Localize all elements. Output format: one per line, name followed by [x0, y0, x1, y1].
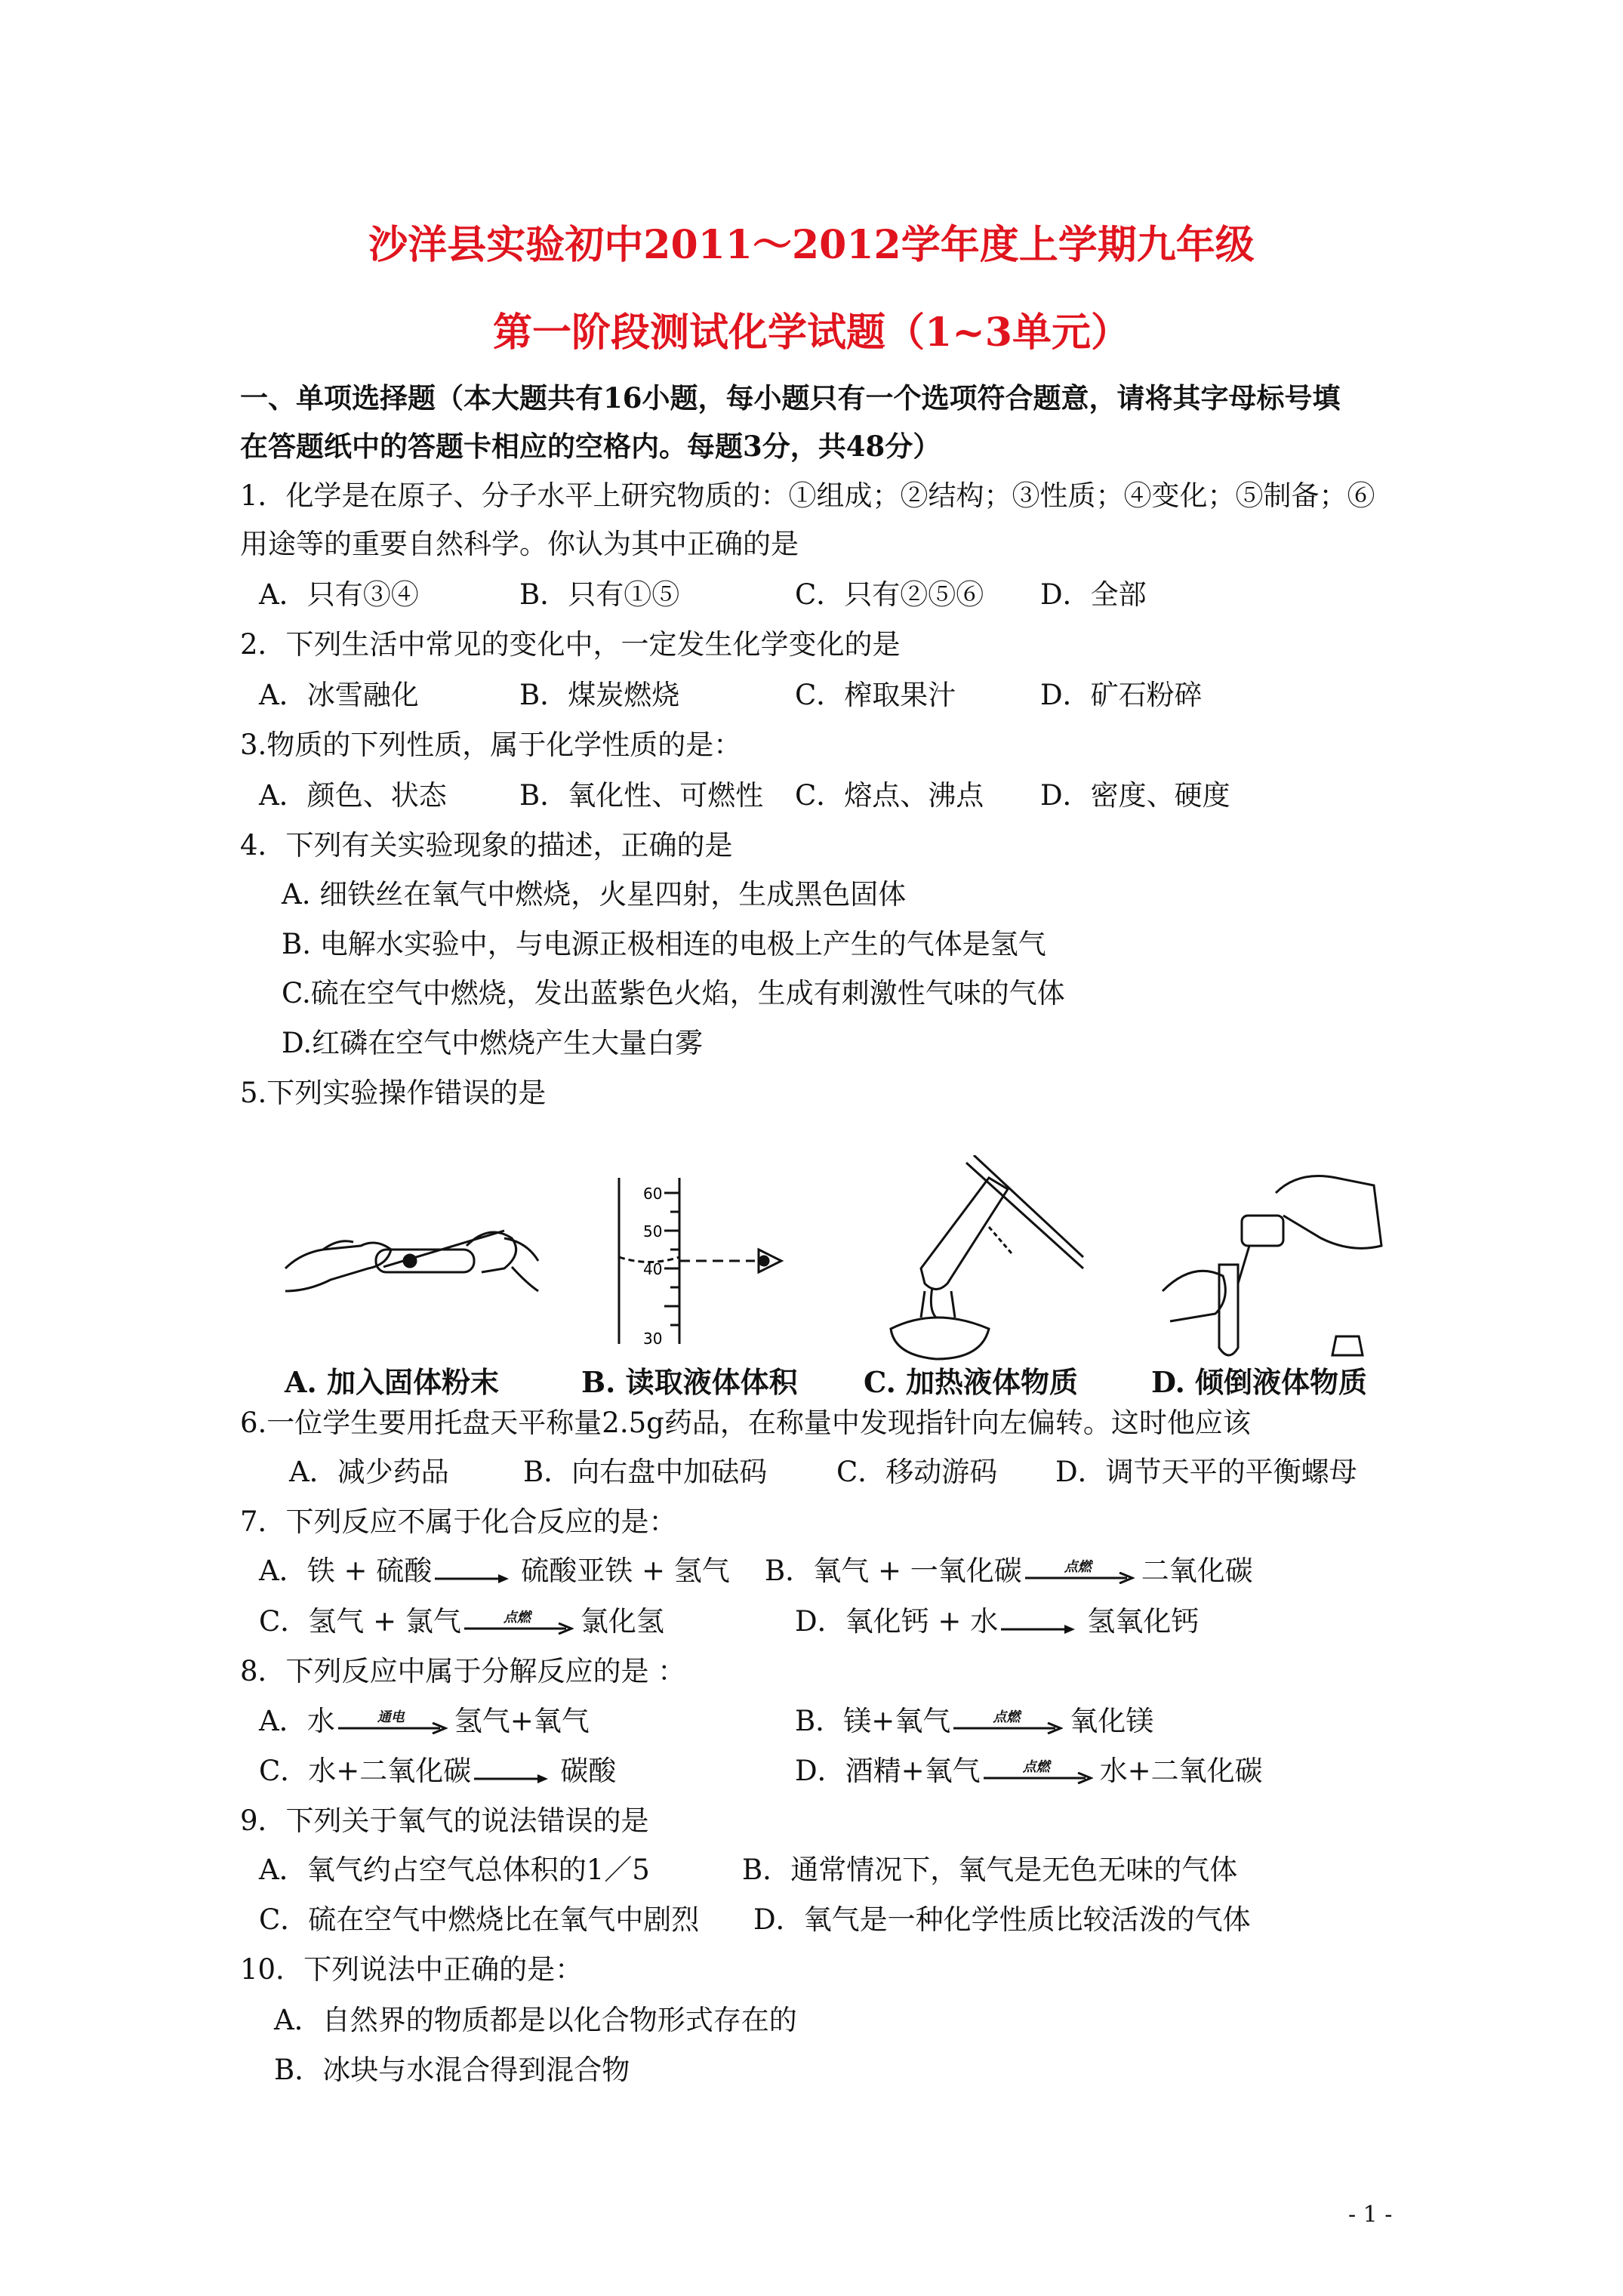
q10-stem: 10．下列说法中正确的是： [240, 1953, 584, 1986]
q3-option-c: C．熔点、沸点 [795, 779, 984, 812]
q7-b-arrow [1025, 1558, 1138, 1589]
q7-d-arrow [1001, 1609, 1084, 1639]
q1-stem-cont: 用途等的重要自然科学。你认为其中正确的是 [240, 528, 799, 560]
q6-option-b: B．向右盘中加砝码 [523, 1456, 768, 1488]
q4-option-d: D.红磷在空气中燃烧产生大量白雾 [282, 1027, 704, 1059]
q8-b-left: B．镁+氧气 [795, 1705, 951, 1737]
q6-option-c: C．移动游码 [836, 1456, 998, 1488]
q7-a-arrow [435, 1558, 518, 1589]
q8-a-condition: 通电 [377, 1709, 405, 1725]
q7-b-left: B．氧气 + 一氧化碳 [765, 1555, 1022, 1587]
q1-option-c: C．只有②⑤⑥ [795, 578, 984, 611]
q8-c-arrow [474, 1758, 557, 1789]
q6-option-a: A．减少药品 [289, 1456, 449, 1488]
q8-b-arrow [953, 1709, 1067, 1739]
q7-d-right: 氢氧化钙 [1087, 1605, 1200, 1638]
q2-option-a: A．冰雪融化 [259, 679, 419, 711]
caption-d: D. 倾倒液体物质 [1151, 1365, 1368, 1399]
q2-option-d: D．矿石粉碎 [1040, 679, 1203, 711]
q1-option-a: A．只有③④ [259, 578, 419, 611]
q8-stem: 8．下列反应中属于分解反应的是 ： [240, 1655, 686, 1687]
q6-stem: 6.一位学生要用托盘天平称量2.5g药品，在称量中发现指针向左偏转。这时他应该 [240, 1407, 1251, 1439]
q8-option-c [259, 1753, 616, 1789]
q8-c-left: C．水+二氧化碳 [259, 1755, 472, 1787]
q2-option-c: C．榨取果汁 [795, 679, 956, 711]
q5-stem: 5.下列实验操作错误的是 [240, 1077, 547, 1109]
q9-option-d: D．氧气是一种化学性质比较活泼的气体 [753, 1903, 1251, 1936]
exam-title-line2: 第一阶段测试化学试题（1~3单元） [493, 310, 1130, 356]
q7-c-left: C．氢气 + 氯气 [259, 1605, 461, 1638]
q6-option-d: D．调节天平的平衡螺母 [1055, 1456, 1357, 1488]
exam-title-line1: 沙洋县实验初中2011～2012学年度上学期九年级 [368, 222, 1255, 268]
caption-a: A. 加入固体粉末 [285, 1365, 499, 1399]
q8-a-arrow [338, 1709, 451, 1739]
q8-c-right: 碳酸 [560, 1755, 617, 1787]
q7-option-d [795, 1604, 1199, 1640]
q7-option-b [765, 1553, 1253, 1589]
q7-b-condition: 点燃 [1064, 1558, 1092, 1575]
q4-option-c: C.硫在空气中燃烧，发出蓝紫色火焰，生成有刺激性气味的气体 [282, 977, 1065, 1009]
q7-d-left: D．氧化钙 + 水 [795, 1605, 999, 1638]
q1-stem: 1．化学是在原子、分子水平上研究物质的：①组成；②结构；③性质；④变化；⑤制备；⑥ [240, 479, 1375, 512]
figure-heat-liquid [876, 1155, 1095, 1367]
section-heading: 一、单项选择题（本大题共有16小题，每小题只有一个选项符合题意，请将其字母标号填 [240, 381, 1341, 415]
q8-d-right: 水+二氧化碳 [1099, 1755, 1263, 1787]
cyl-tick-40: 40 [643, 1260, 663, 1278]
q8-d-arrow [984, 1758, 1097, 1789]
caption-c: C. 加热液体物质 [864, 1365, 1079, 1399]
q10-option-a: A．自然界的物质都是以化合物形式存在的 [274, 2004, 797, 2036]
q3-option-b: B．氧化性、可燃性 [519, 779, 764, 812]
q1-option-d: D．全部 [1040, 578, 1147, 611]
q8-option-a [259, 1703, 590, 1740]
q8-b-condition: 点燃 [993, 1709, 1021, 1725]
q8-d-left: D．酒精+氧气 [795, 1755, 981, 1787]
page-number: - 1 - [1348, 2202, 1393, 2228]
q8-a-right: 氢气+氧气 [454, 1705, 590, 1737]
section-heading-cont: 在答题纸中的答题卡相应的空格内。每题3分，共48分） [240, 430, 941, 463]
caption-b: B. 读取液体体积 [581, 1365, 798, 1399]
q3-option-d: D．密度、硬度 [1040, 779, 1230, 812]
q7-c-arrow [464, 1609, 577, 1639]
q1-option-b: B．只有①⑤ [519, 578, 680, 611]
figure-add-powder [278, 1178, 542, 1329]
cyl-tick-30: 30 [643, 1330, 663, 1348]
q4-stem: 4．下列有关实验现象的描述，正确的是 [240, 829, 733, 861]
q7-stem: 7．下列反应不属于化合反应的是： [240, 1505, 677, 1538]
q9-option-c: C．硫在空气中燃烧比在氧气中剧烈 [259, 1903, 700, 1936]
q8-b-right: 氧化镁 [1070, 1705, 1154, 1737]
cyl-tick-50: 50 [643, 1222, 663, 1240]
q8-option-b [795, 1703, 1153, 1740]
q7-c-condition: 点燃 [503, 1609, 531, 1626]
q7-c-right: 氯化氢 [580, 1605, 664, 1638]
q3-option-a: A．颜色、状态 [259, 779, 447, 812]
figure-pour-liquid [1147, 1163, 1389, 1367]
q9-option-a: A．氧气约占空气总体积的1／5 [259, 1854, 650, 1886]
q9-stem: 9．下列关于氧气的说法错误的是 [240, 1804, 649, 1837]
q4-option-b: B. 电解水实验中，与电源正极相连的电极上产生的气体是氢气 [282, 928, 1046, 960]
q7-b-right: 二氧化碳 [1141, 1555, 1253, 1587]
q2-option-b: B．煤炭燃烧 [519, 679, 680, 711]
q7-a-left: A．铁 + 硫酸 [259, 1555, 433, 1587]
q3-stem: 3.物质的下列性质，属于化学性质的是： [240, 729, 742, 761]
cyl-tick-60: 60 [643, 1185, 663, 1203]
q8-option-d [795, 1753, 1263, 1789]
q7-option-c [259, 1604, 664, 1640]
figure-read-volume [604, 1178, 800, 1367]
q7-option-a [259, 1553, 730, 1589]
q4-option-a: A. 细铁丝在氧气中燃烧，火星四射，生成黑色固体 [282, 878, 907, 911]
q9-option-b: B．通常情况下，氧气是无色无味的气体 [742, 1854, 1238, 1886]
q8-a-left: A．水 [259, 1705, 335, 1737]
q7-a-right: 硫酸亚铁 + 氢气 [521, 1555, 730, 1587]
q8-d-condition: 点燃 [1022, 1758, 1050, 1775]
q2-stem: 2．下列生活中常见的变化中，一定发生化学变化的是 [240, 628, 901, 661]
q10-option-b: B．冰块与水混合得到混合物 [274, 2054, 630, 2086]
